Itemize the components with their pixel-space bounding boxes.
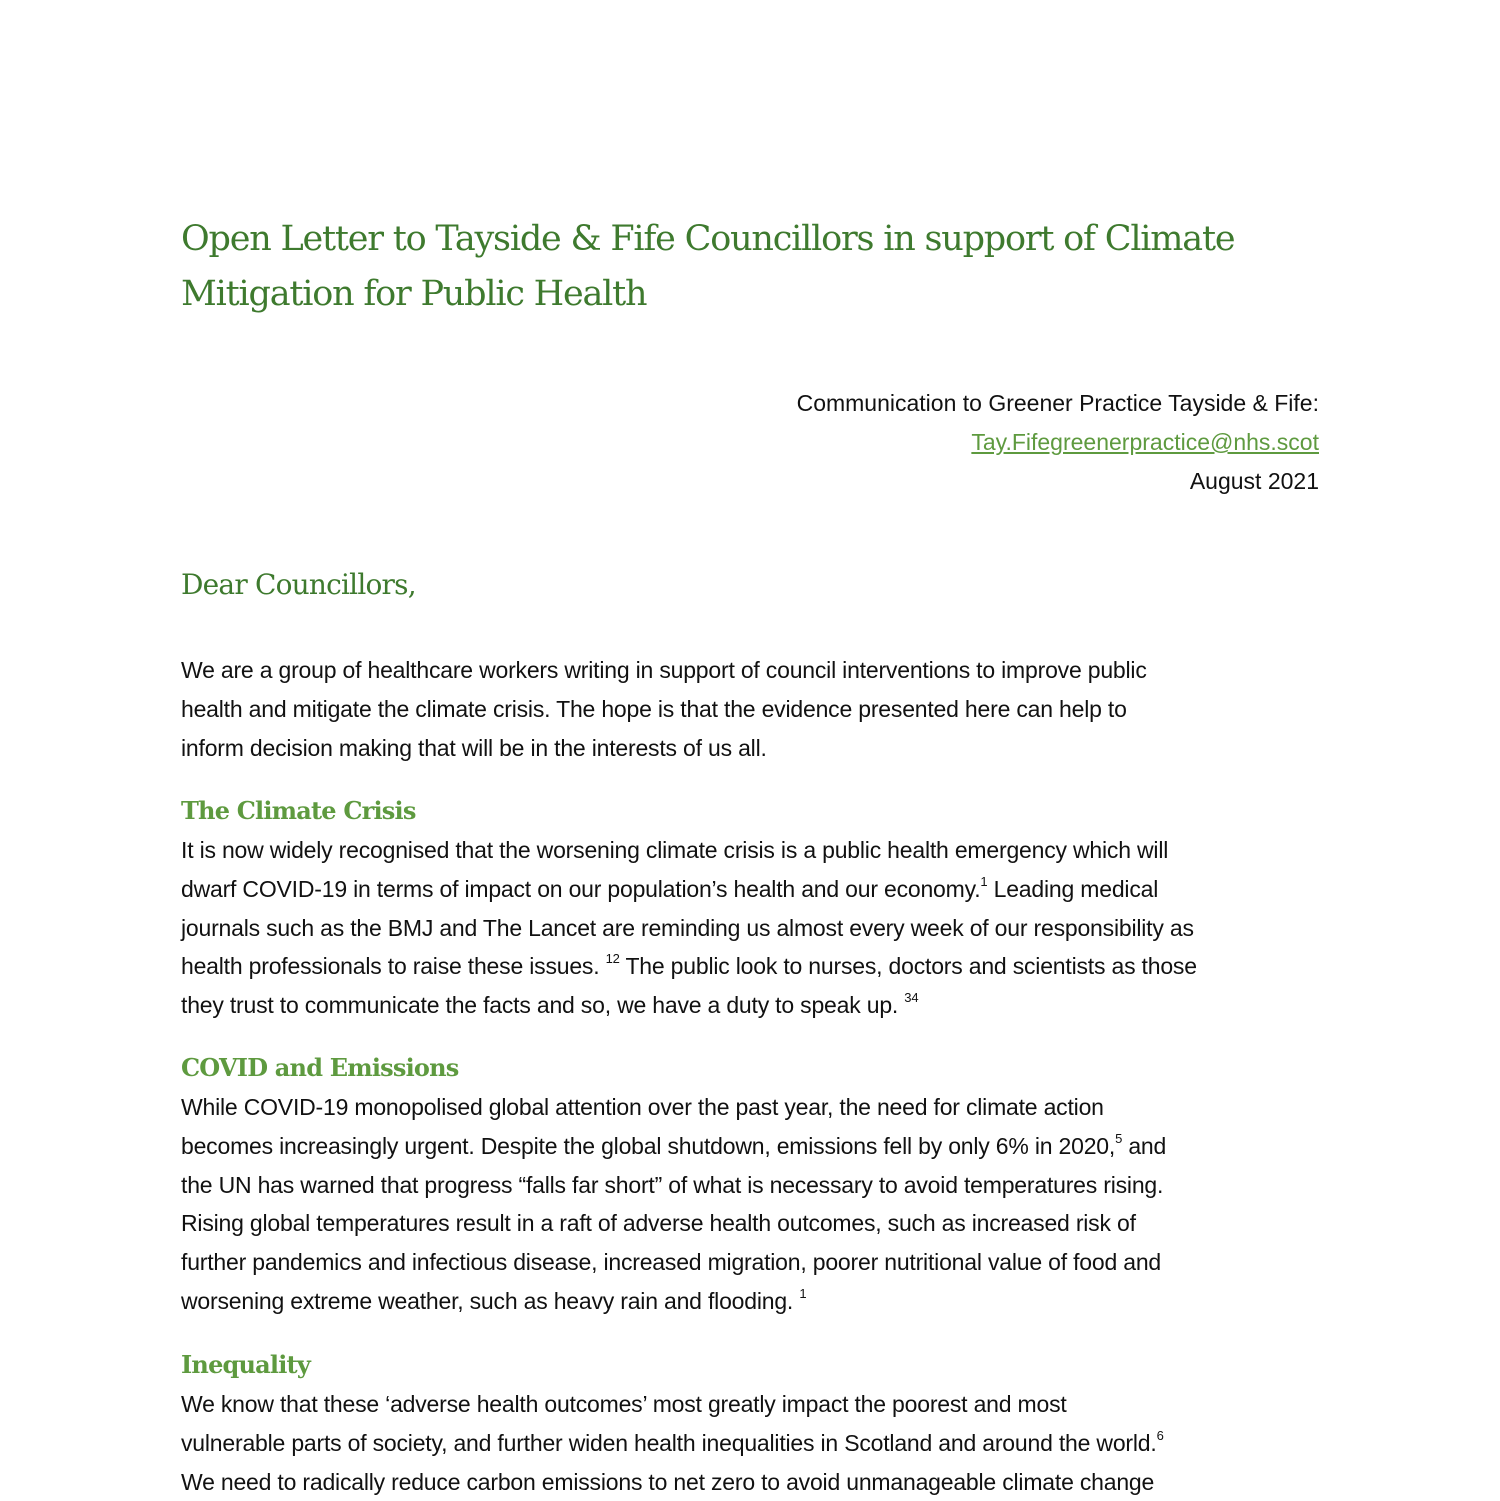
text-line: While COVID-19 monopolised global attention over the past year, the need for climate action — [181, 1094, 1104, 1120]
intro-line: health and mitigate the climate crisis. The hope is that the evidence presented here can help to — [181, 695, 1127, 722]
section-paragraph — [181, 1385, 1164, 1501]
text-line: We need to radically reduce carbon emissions to net zero to avoid unmanageable climate change — [181, 1468, 1155, 1495]
footnote-ref[interactable]: 1 — [799, 1285, 807, 1301]
text-line: The public look to nurses, doctors and scientists as those — [619, 953, 1197, 980]
section-inequality — [181, 1349, 1164, 1501]
text-line: health professionals to raise these issues. — [181, 953, 606, 980]
footnote-ref[interactable]: 34 — [904, 990, 919, 1006]
intro-line: We are a group of healthcare workers writing in support of council interventions to improve public — [181, 657, 1147, 683]
text-line: Rising global temperatures result in a raft of adverse health outcomes, such as increased risk of — [181, 1210, 1136, 1237]
section-heading: COVID and Emissions — [181, 1053, 459, 1082]
section-climate-crisis — [181, 795, 1197, 1025]
text-line: We know that these ‘adverse health outcomes’ most greatly impact the poorest and most — [181, 1391, 1067, 1417]
title-line-1: Open Letter to Tayside & Fife Councillors in support of Climate — [181, 219, 1235, 259]
text-line: dwarf COVID-19 in terms of impact on our population’s health and our economy. — [181, 875, 981, 902]
sender-line: Communication to Greener Practice Tayside & Fife: — [796, 390, 1319, 416]
footnote-ref[interactable]: 1 — [980, 873, 988, 889]
sender-block — [797, 384, 1319, 501]
text-line: they trust to communicate the facts and so, we have a duty to speak up. — [181, 992, 905, 1019]
document-title — [181, 212, 1321, 322]
text-line: worsening extreme weather, such as heavy rain and flooding. — [181, 1287, 800, 1314]
text-line: journals such as the BMJ and The Lancet are reminding us almost every week of our responsibility as — [181, 914, 1194, 941]
section-paragraph — [181, 831, 1197, 1025]
text-line: further pandemics and infectious disease, increased migration, poorer nutritional value of food and — [181, 1249, 1162, 1276]
text-line: It is now widely recognised that the worsening climate crisis is a public health emergency which will — [181, 837, 1169, 863]
section-paragraph — [181, 1088, 1166, 1321]
letter-date: August 2021 — [1189, 468, 1319, 494]
intro-paragraph — [181, 651, 1147, 767]
salutation: Dear Councillors, — [181, 568, 416, 601]
text-line: vulnerable parts of society, and further widen health inequalities in Scotland and around the world. — [181, 1429, 1157, 1456]
title-line-2: Mitigation for Public Health — [181, 274, 647, 314]
section-heading: The Climate Crisis — [181, 796, 416, 825]
section-heading: Inequality — [181, 1350, 310, 1379]
email-link[interactable]: Tay.Fifegreenerpractice@nhs.scot — [971, 429, 1319, 455]
footnote-ref[interactable]: 5 — [1115, 1130, 1123, 1146]
text-line: and — [1122, 1132, 1167, 1159]
text-line: Leading medical — [987, 875, 1159, 902]
text-line: the UN has warned that progress “falls far short” of what is necessary to avoid temperatures rising. — [181, 1171, 1164, 1198]
footnote-ref[interactable]: 6 — [1156, 1427, 1164, 1443]
footnote-ref[interactable]: 12 — [605, 951, 620, 967]
section-covid-emissions — [181, 1052, 1166, 1321]
intro-line: inform decision making that will be in the interests of us all. — [181, 734, 767, 761]
text-line: becomes increasingly urgent. Despite the global shutdown, emissions fell by only 6% in 2020, — [181, 1132, 1116, 1159]
